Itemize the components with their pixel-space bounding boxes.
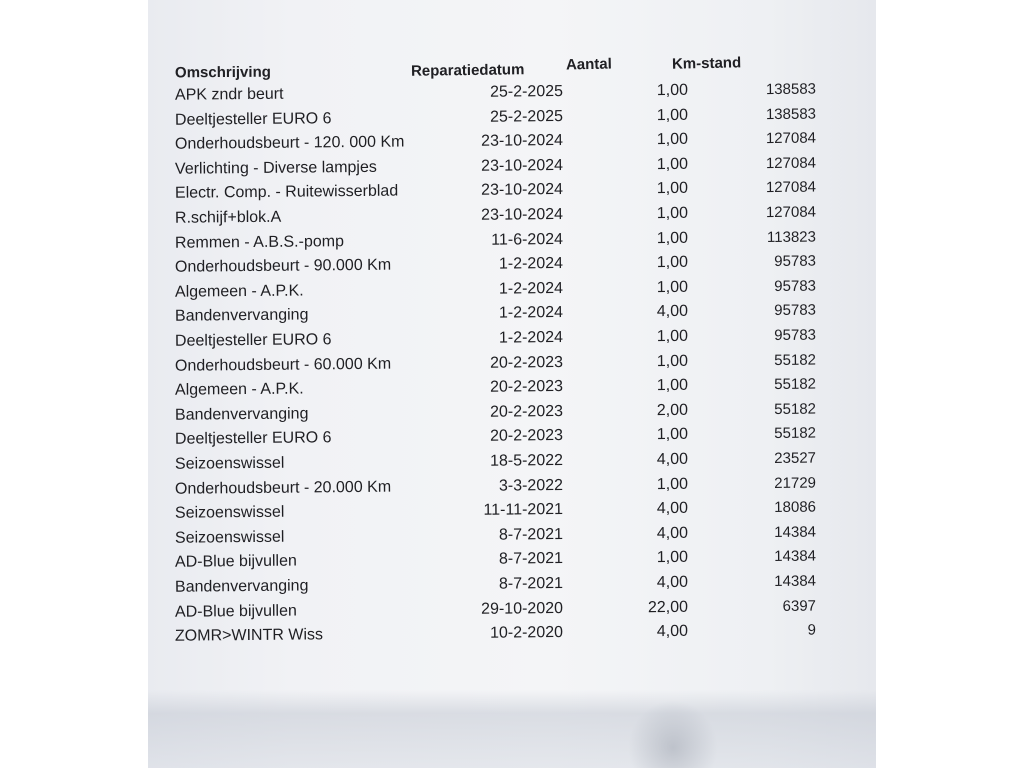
row-km-stand: 14384 xyxy=(774,547,817,566)
row-repair-date: 1-2-2024 xyxy=(498,279,564,298)
row-description: Onderhoudsbeurt - 90.000 Km xyxy=(174,256,392,276)
row-repair-date: 18-5-2022 xyxy=(489,452,564,470)
row-description: Remmen - A.B.S.-pomp xyxy=(174,232,345,252)
row-description: ZOMR>WINTR Wiss xyxy=(174,626,324,645)
row-description: Seizoenswissel xyxy=(174,503,285,522)
row-km-stand: 6397 xyxy=(782,597,817,615)
row-quantity: 1,00 xyxy=(656,155,689,173)
row-quantity: 4,00 xyxy=(656,500,689,518)
row-quantity: 1,00 xyxy=(656,475,689,493)
row-quantity: 1,00 xyxy=(656,81,689,100)
row-quantity: 1,00 xyxy=(656,278,689,296)
header-quantity: Aantal xyxy=(565,55,613,74)
row-quantity: 1,00 xyxy=(656,180,689,198)
row-repair-date: 8-7-2021 xyxy=(498,575,564,593)
row-repair-date: 23-10-2024 xyxy=(481,206,564,224)
row-quantity: 4,00 xyxy=(656,573,689,592)
row-km-stand: 95783 xyxy=(774,277,817,295)
row-description: Onderhoudsbeurt - 120. 000 Km xyxy=(174,133,405,153)
row-km-stand: 95783 xyxy=(774,301,817,320)
row-description: Verlichting - Diverse lampjes xyxy=(174,158,377,178)
row-km-stand: 23527 xyxy=(774,449,817,467)
row-km-stand: 14384 xyxy=(774,523,817,541)
row-repair-date: 11-6-2024 xyxy=(491,230,564,249)
row-km-stand: 127084 xyxy=(765,203,817,222)
row-quantity: 1,00 xyxy=(656,229,689,247)
row-description: Deeltjesteller EURO 6 xyxy=(174,331,332,350)
row-km-stand: 9 xyxy=(807,621,817,639)
row-repair-date: 11-11-2021 xyxy=(483,501,564,519)
row-km-stand: 113823 xyxy=(766,228,817,246)
row-quantity: 4,00 xyxy=(656,623,689,641)
row-quantity: 4,00 xyxy=(656,303,689,321)
row-quantity: 1,00 xyxy=(656,131,689,149)
row-km-stand: 127084 xyxy=(765,178,817,197)
row-km-stand: 14384 xyxy=(774,572,817,590)
row-km-stand: 95783 xyxy=(774,252,817,271)
row-km-stand: 55182 xyxy=(774,375,817,394)
row-repair-date: 23-10-2024 xyxy=(481,132,564,150)
row-repair-date: 25-2-2025 xyxy=(489,83,564,101)
row-description: Onderhoudsbeurt - 60.000 Km xyxy=(174,355,392,375)
header-description: Omschrijving xyxy=(174,63,271,82)
row-quantity: 1,00 xyxy=(656,204,689,223)
row-repair-date: 23-10-2024 xyxy=(481,181,564,200)
row-description: Bandenvervanging xyxy=(174,577,309,596)
row-description: Deeltjesteller EURO 6 xyxy=(174,429,332,449)
row-description: APK zndr beurt xyxy=(174,85,284,104)
row-repair-date: 8-7-2021 xyxy=(498,550,564,569)
row-quantity: 22,00 xyxy=(647,598,689,616)
row-km-stand: 55182 xyxy=(774,351,817,369)
maintenance-history-table xyxy=(148,0,876,768)
row-repair-date: 3-3-2022 xyxy=(498,476,564,495)
row-km-stand: 21729 xyxy=(774,474,817,492)
row-quantity: 1,00 xyxy=(656,327,689,346)
row-repair-date: 23-10-2024 xyxy=(481,156,564,175)
row-quantity: 1,00 xyxy=(656,549,689,567)
paper-sheet xyxy=(148,0,876,768)
row-description: Electr. Comp. - Ruitewisserblad xyxy=(174,182,399,203)
row-km-stand: 138583 xyxy=(765,105,817,123)
row-description: Deeltjesteller EURO 6 xyxy=(174,109,332,129)
row-description: AD-Blue bijvullen xyxy=(174,552,297,572)
row-repair-date: 20-2-2023 xyxy=(489,378,564,396)
row-description: Algemeen - A.P.K. xyxy=(174,282,304,301)
row-description: R.schijf+blok.A xyxy=(174,208,282,227)
row-repair-date: 20-2-2023 xyxy=(489,427,564,446)
row-repair-date: 1-2-2024 xyxy=(498,329,564,347)
row-repair-date: 25-2-2025 xyxy=(489,107,564,126)
row-description: Algemeen - A.P.K. xyxy=(174,380,304,399)
row-km-stand: 55182 xyxy=(774,424,817,443)
row-repair-date: 10-2-2020 xyxy=(489,624,564,642)
row-repair-date: 29-10-2020 xyxy=(481,599,564,618)
row-description: Seizoenswissel xyxy=(174,454,285,473)
row-quantity: 1,00 xyxy=(656,377,689,395)
row-repair-date: 1-2-2024 xyxy=(498,304,564,323)
row-repair-date: 20-2-2023 xyxy=(489,353,564,372)
row-quantity: 4,00 xyxy=(656,450,689,469)
row-quantity: 1,00 xyxy=(656,426,689,444)
row-quantity: 4,00 xyxy=(656,524,689,542)
row-quantity: 1,00 xyxy=(656,352,689,370)
row-quantity: 1,00 xyxy=(656,106,689,124)
row-km-stand: 138583 xyxy=(765,80,817,99)
row-description: Bandenvervanging xyxy=(174,306,309,326)
row-km-stand: 127084 xyxy=(765,129,817,148)
row-repair-date: 20-2-2023 xyxy=(489,402,564,421)
header-km-stand: Km-stand xyxy=(671,54,742,73)
row-km-stand: 95783 xyxy=(774,326,817,344)
row-repair-date: 1-2-2024 xyxy=(498,255,564,273)
row-description: AD-Blue bijvullen xyxy=(174,602,297,621)
row-description: Onderhoudsbeurt - 20.000 Km xyxy=(174,478,392,498)
header-repair-date: Reparatiedatum xyxy=(410,61,525,80)
row-km-stand: 55182 xyxy=(774,400,817,418)
row-quantity: 1,00 xyxy=(656,254,689,272)
row-km-stand: 18086 xyxy=(774,498,817,517)
row-quantity: 2,00 xyxy=(656,401,689,419)
row-description: Seizoenswissel xyxy=(174,528,285,547)
row-km-stand: 127084 xyxy=(765,154,817,172)
row-repair-date: 8-7-2021 xyxy=(498,525,564,544)
row-description: Bandenvervanging xyxy=(174,405,309,424)
